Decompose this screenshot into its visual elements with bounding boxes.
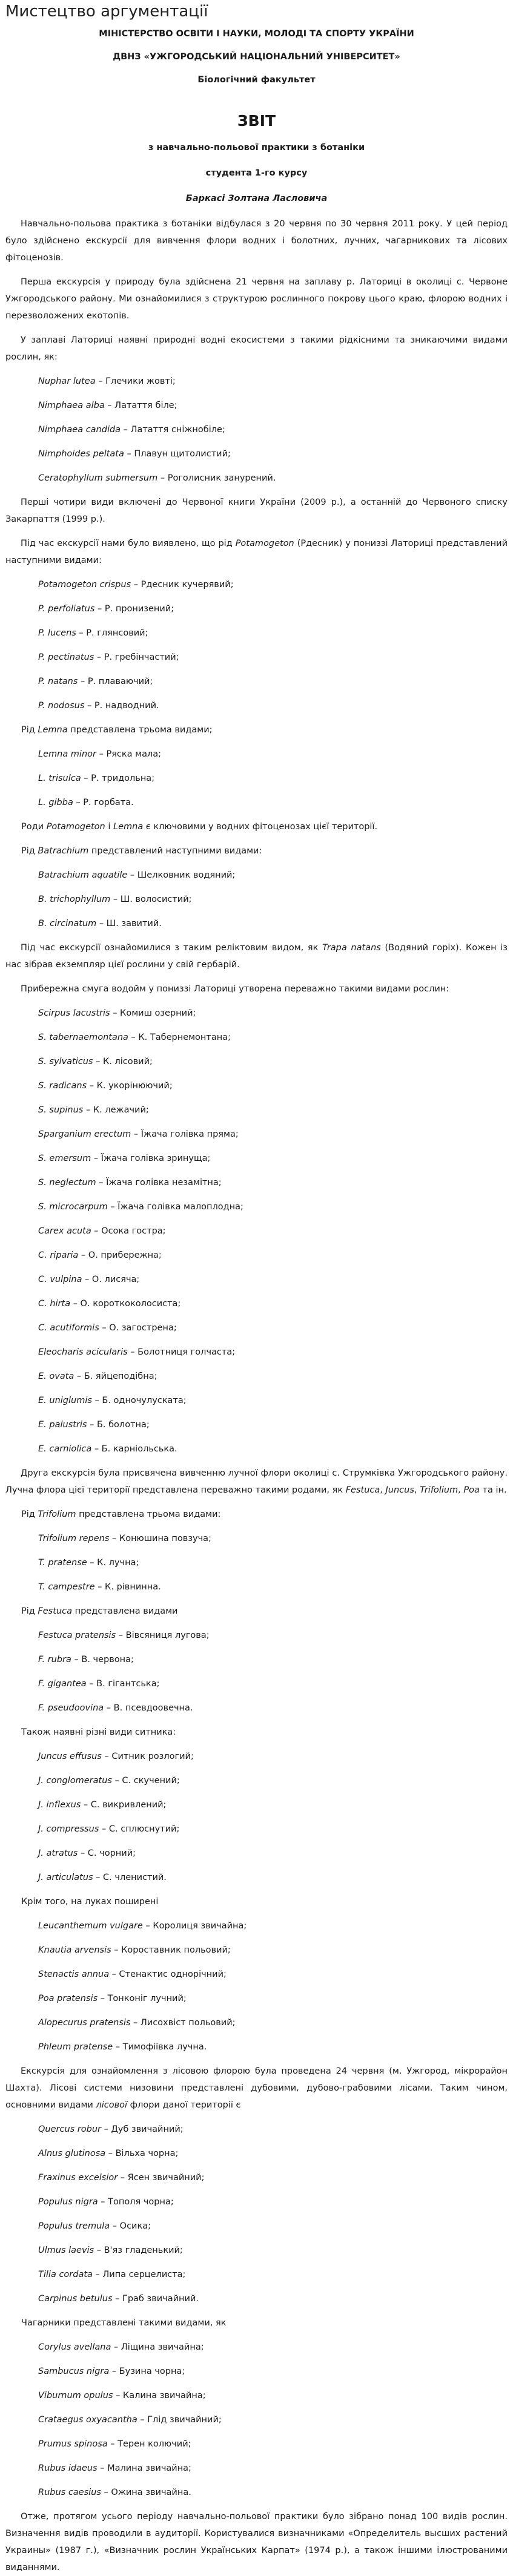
species-latin-name: Potamogeton crispus [38, 580, 131, 590]
species-item [5, 1917, 508, 1934]
species-latin-name: Prumus spinosa [38, 2439, 108, 2449]
genus-heading [5, 1603, 508, 1620]
genus-name: Trifolium [38, 1510, 76, 1519]
species-common-name: – Шелковник водяний; [127, 870, 236, 880]
species-latin-name: Poa pratensis [38, 1994, 98, 2003]
species-item [5, 2242, 508, 2259]
genus-name: Poa [463, 1485, 480, 1495]
species-item [5, 600, 508, 617]
species-item [5, 625, 508, 642]
species-item [5, 1150, 508, 1167]
species-common-name: – Комиш озерний; [110, 1008, 196, 1018]
species-list [5, 1627, 508, 1717]
species-item [5, 397, 508, 414]
species-common-name: – Їжача голівка пряма; [131, 1129, 239, 1139]
species-latin-name: Juncus effusus [38, 1752, 102, 1761]
species-list [5, 1005, 508, 1457]
text-segment: Рід [21, 846, 38, 856]
species-latin-name: Populus tremula [38, 2221, 110, 2231]
species-common-name: – Ясен звичайний; [117, 2173, 205, 2183]
species-latin-name: Sambucus nigra [38, 2367, 110, 2376]
paragraph-red-book: Перші чотири види включені до Червоної книги України (2009 р.), а останній до Червоного списку Закарпаття (1999 р.). [5, 498, 508, 524]
species-item [5, 1821, 508, 1838]
species-latin-name: Populus nigra [38, 2197, 98, 2207]
genus-name: Potamogeton [235, 539, 294, 548]
species-item [5, 794, 508, 811]
species-item [5, 2436, 508, 2453]
species-item [5, 2411, 508, 2428]
species-common-name: – Глечики жовті; [95, 376, 176, 386]
species-item [5, 1319, 508, 1336]
species-item [5, 1990, 508, 2007]
text-segment: флори даної території є [127, 2100, 241, 2110]
species-common-name: – С. членистий. [93, 1873, 167, 1882]
genus-heading [5, 818, 508, 835]
species-item [5, 1005, 508, 1022]
species-list [5, 2121, 508, 2307]
species-common-name: – Р. плаваючий; [78, 677, 153, 686]
species-common-name: – К. лучна; [87, 1558, 139, 1568]
text-segment: Рід [21, 1510, 38, 1519]
species-latin-name: Rubus caesius [38, 2488, 101, 2497]
species-common-name: – В'яз гладенький; [94, 2246, 183, 2255]
species-latin-name: C. vulpina [38, 1275, 82, 1284]
species-common-name: – Роголисник занурений. [157, 473, 276, 483]
genus-heading [5, 1506, 508, 1523]
species-latin-name: J. atratus [38, 1848, 78, 1858]
species-list [5, 746, 508, 811]
paragraph-shoreline: Прибережна смуга водойм у пониззі Латориці утворена переважно такими видами рослин: [21, 984, 449, 994]
species-item [5, 1579, 508, 1595]
species-latin-name: Knautia arvensis [38, 1945, 111, 1955]
species-common-name: – Плавун щитолистий; [124, 449, 231, 459]
species-item [5, 649, 508, 666]
species-common-name: – О. короткоколосиста; [70, 1299, 181, 1309]
species-item [5, 2121, 508, 2138]
species-common-name: – С. скучений; [111, 1776, 180, 1786]
paragraph-meadow [5, 1465, 508, 1499]
species-latin-name: E. carniolica [38, 1444, 92, 1454]
species-latin-name: Crataegus oxyacantha [38, 2415, 137, 2425]
text-segment: Під час екскурсії нами було виявлено, що рід [21, 539, 236, 548]
species-latin-name: J. inflexus [38, 1800, 81, 1810]
genus-name: Juncus [385, 1485, 414, 1495]
species-common-name: – Конюшина повзуча; [109, 1534, 211, 1543]
species-common-name: – О. загострена; [99, 1323, 177, 1333]
species-latin-name: Leucanthemum vulgare [38, 1921, 143, 1931]
paragraph-relict [5, 939, 508, 973]
genus-heading [5, 843, 508, 859]
species-item [5, 1223, 508, 1240]
species-common-name: – С. сплюснутий; [99, 1824, 180, 1834]
species-latin-name: Fraxinus excelsior [38, 2173, 118, 2183]
species-latin-name: P. nodosus [38, 701, 85, 711]
species-common-name: – Граб звичайний. [112, 2294, 199, 2304]
species-latin-name: B. trichophyllum [38, 895, 111, 904]
species-item [5, 1651, 508, 1668]
species-latin-name: Scirpus lacustris [38, 1008, 110, 1018]
species-common-name: – Ш. завитий. [96, 919, 162, 928]
species-item [5, 421, 508, 438]
species-common-name: – В. гігантська; [86, 1679, 160, 1689]
species-item [5, 2145, 508, 2162]
species-latin-name: E. palustris [38, 1420, 87, 1430]
species-latin-name: E. ovata [38, 1372, 74, 1381]
species-item [5, 2339, 508, 2356]
species-common-name: – К. рівнинна. [94, 1582, 161, 1592]
paragraph-potamogeton [5, 535, 508, 569]
species-latin-name: Corylus avellana [38, 2342, 111, 2352]
species-item [5, 1966, 508, 1983]
text-segment: (Рдесник) у пониззі Латориці представлений наступними видами: [5, 539, 508, 565]
ministry-header: МІНІСТЕРСТВО ОСВІТИ І НАУКИ, МОЛОДІ ТА СПОРТУ УКРАЇНИ [99, 29, 414, 39]
species-common-name: – Глід звичайний; [137, 2415, 222, 2425]
species-item [5, 867, 508, 884]
species-item [5, 1700, 508, 1717]
species-latin-name: Rubus idaeus [38, 2463, 98, 2473]
species-latin-name: Ulmus laevis [38, 2246, 94, 2255]
species-common-name: – Р. надводний. [84, 701, 159, 711]
species-list [5, 1917, 508, 2055]
species-latin-name: Viburnum opulus [38, 2391, 113, 2400]
species-latin-name: Ceratophyllum submersum [38, 473, 158, 483]
species-common-name: – В. червона; [71, 1655, 134, 1664]
species-item [5, 2387, 508, 2404]
species-common-name: – В. псевдоовечна. [104, 1703, 193, 1713]
species-latin-name: Batrachium aquatile [38, 870, 128, 880]
text-segment: та ін. [479, 1485, 507, 1495]
species-item [5, 697, 508, 714]
text-segment: , [414, 1485, 420, 1495]
text-segment: Роди [21, 822, 47, 832]
species-item [5, 1295, 508, 1312]
species-list [5, 576, 508, 714]
species-common-name: – Ожина звичайна. [101, 2488, 191, 2497]
species-item [5, 1247, 508, 1264]
species-latin-name: Alopecurus pratensis [38, 2018, 131, 2028]
species-list [5, 373, 508, 487]
species-latin-name: S. tabernaemontana [38, 1033, 128, 1042]
genus-name: Trifolium [420, 1485, 458, 1495]
text-segment: Друга екскурсія була присвячена вивченню лучної флори околиці с. Струмківка Ужгородського району. Лучна флора цієї території представлена переважно такими родами, як [5, 1468, 508, 1495]
species-item [5, 2266, 508, 2283]
species-item [5, 1368, 508, 1385]
text-segment: представлений наступними видами: [88, 846, 262, 856]
emphasis-word: лісової [96, 2100, 128, 2110]
species-common-name: – Ш. волосистий; [110, 895, 192, 904]
species-common-name: – Лисохвіст польовий; [130, 2018, 236, 2028]
species-common-name: – К. Табернемонтана; [128, 1033, 231, 1042]
species-item [5, 891, 508, 908]
text-segment: Рід [21, 1606, 38, 1616]
species-common-name: – Тополя чорна; [98, 2197, 174, 2207]
species-item [5, 1942, 508, 1959]
genus-name: Festuca [345, 1485, 380, 1495]
species-latin-name: Nimphoides peltata [38, 449, 124, 459]
species-item [5, 1869, 508, 1886]
species-item [5, 770, 508, 787]
species-latin-name: Tilia cordata [38, 2270, 93, 2279]
species-common-name: – Р. горбата. [73, 798, 134, 807]
species-list [5, 1748, 508, 1886]
genus-heading: Чагарники представлені такими видами, як [21, 2318, 227, 2328]
species-common-name: – С. чорний; [78, 1848, 136, 1858]
text-segment: представлена трьома видами; [67, 725, 213, 735]
species-common-name: – Їжача голівка малоплодна; [107, 1202, 243, 1212]
species-common-name: – К. лежачий; [83, 1105, 149, 1115]
species-common-name: – Латаття біле; [104, 401, 177, 410]
species-item [5, 2290, 508, 2307]
species-common-name: – Липа серцелиста; [92, 2270, 186, 2279]
species-item [5, 1796, 508, 1813]
species-item [5, 1772, 508, 1789]
species-common-name: – Ряска мала; [96, 749, 162, 759]
species-item [5, 1675, 508, 1692]
species-item [5, 1344, 508, 1361]
species-latin-name: S. supinus [38, 1105, 84, 1115]
species-item [5, 1627, 508, 1644]
species-item [5, 2014, 508, 2031]
species-common-name: – Терен колючий; [107, 2439, 191, 2449]
genus-heading: Також наявні різні види ситника: [21, 1727, 176, 1737]
genus-name: Festuca [38, 1606, 72, 1616]
species-latin-name: Eleocharis acicularis [38, 1347, 128, 1357]
species-latin-name: T. pratense [38, 1558, 87, 1568]
species-latin-name: Quercus robur [38, 2124, 101, 2134]
species-common-name: – Б. карніольська. [91, 1444, 177, 1454]
species-item [5, 1102, 508, 1119]
species-common-name: – Стенактис однорічний; [109, 1970, 227, 1979]
species-item [5, 1053, 508, 1070]
species-common-name: – Рдесник кучерявий; [131, 580, 234, 590]
genus-name: Potamogeton [46, 822, 105, 832]
species-item [5, 445, 508, 462]
text-segment: Під час екскурсії ознайомилися з таким реліктовим видом, як [21, 943, 323, 953]
species-latin-name: C. riparia [38, 1250, 79, 1260]
species-item [5, 2039, 508, 2055]
paragraph-conclusion: Отже, протягом усього періоду навчально-польової практики було зібрано понад 100 видів рослин. Визначення видів проводили в аудиторії. Користувалися визначниками «Определитель высших растений Украины» (1987 г.), «Визначник рослин Українських Карпат» (1974 р.), а також іншими ілюстрованими виданнями. [5, 2512, 508, 2572]
site-title: Мистецтво аргументації [5, 2, 208, 21]
text-segment: (Водяний горіх). Кожен із нас зібрав екземпляр цієї рослини у свій гербарій. [5, 943, 508, 970]
species-common-name: – Їжача голівка зринуща; [91, 1154, 211, 1163]
species-latin-name: Stenactis annua [38, 1970, 110, 1979]
species-latin-name: P. lucens [38, 628, 76, 638]
species-latin-name: L. gibba [38, 798, 73, 807]
paragraph-first-excursion: Перша екскурсія у природу була здійснена 21 червня на заплаву р. Латориці в околиці с. Червоне Ужгородського району. Ми ознайомилися з структурою рослинного покрову цього краю, флорою водних і перезволожених екотопів. [5, 277, 508, 321]
species-latin-name: L. trisulca [38, 774, 81, 783]
species-item [5, 1392, 508, 1409]
species-item [5, 1530, 508, 1547]
species-item [5, 1416, 508, 1433]
report-title: ЗВІТ [237, 112, 276, 130]
species-common-name: – Їжача голівка незамітна; [96, 1178, 222, 1188]
species-latin-name: S. radicans [38, 1081, 87, 1091]
species-latin-name: J. articulatus [38, 1873, 93, 1882]
species-common-name: – Р. пронизений; [94, 604, 174, 614]
species-latin-name: Nuphar lutea [38, 376, 96, 386]
report-author: Баркасі Золтана Ласловича [185, 194, 328, 203]
species-latin-name: J. conglomeratus [38, 1776, 112, 1786]
species-common-name: – Осока гостра; [91, 1226, 166, 1236]
species-list [5, 1530, 508, 1595]
species-item [5, 1845, 508, 1862]
species-item [5, 673, 508, 690]
species-latin-name: F. pseudoovina [38, 1703, 104, 1713]
species-latin-name: E. uniglumis [38, 1396, 92, 1405]
text-segment: Екскурсія для ознайомлення з лісовою флорою була проведена 24 червня (м. Ужгород, мікрорайон Шахта). Лісові системи низовини представлені дубовими, дубово-грабовими лісами. Таким чином, основними видами [5, 2066, 508, 2110]
species-item [5, 1748, 508, 1765]
species-common-name: – К. укорінюючий; [87, 1081, 173, 1091]
species-item [5, 1441, 508, 1457]
species-item [5, 2218, 508, 2235]
species-common-name: – Калина звичайна; [113, 2391, 206, 2400]
text-segment: є ключовими у водних фітоценозах цієї території. [143, 822, 378, 832]
paragraph-intro: Навчально-польова практика з ботаніки відбулася з 20 червня по 30 червня 2011 року. У цей період було здійснено екскурсії для вивчення флори водних і болотних, лучних, чагарникових та лісових фітоценозів. [5, 219, 508, 263]
species-latin-name: F. rubra [38, 1655, 71, 1664]
species-latin-name: F. gigantea [38, 1679, 87, 1689]
species-latin-name: P. natans [38, 677, 78, 686]
faculty-header: Біологічний факультет [197, 75, 316, 85]
species-common-name: – Б. яйцеподібна; [74, 1372, 157, 1381]
species-latin-name: S. sylvaticus [38, 1057, 93, 1066]
species-common-name: – Р. тридольна; [81, 774, 155, 783]
text-segment: Рід [21, 725, 38, 735]
species-common-name: – Тонконіг лучний; [98, 1994, 187, 2003]
species-item [5, 1554, 508, 1571]
species-latin-name: Nimphaea candida [38, 425, 121, 435]
species-latin-name: Alnus glutinosa [38, 2149, 106, 2158]
species-latin-name: Carex acuta [38, 1226, 91, 1236]
species-item [5, 373, 508, 390]
species-common-name: – К. лісовий; [93, 1057, 153, 1066]
species-item [5, 2169, 508, 2186]
species-item [5, 1029, 508, 1046]
species-latin-name: P. perfoliatus [38, 604, 95, 614]
species-item [5, 1077, 508, 1094]
species-common-name: – Р. гребінчастий; [94, 652, 179, 662]
species-latin-name: B. circinatum [38, 919, 97, 928]
species-latin-name: C. acutiformis [38, 1323, 99, 1333]
species-common-name: – Тимофіївка лучна. [113, 2042, 207, 2052]
text-segment: і [105, 822, 113, 832]
species-latin-name: Phleum pratense [38, 2042, 113, 2052]
species-item [5, 1126, 508, 1143]
species-item [5, 2460, 508, 2477]
species-latin-name: S. neglectum [38, 1178, 96, 1188]
report-subtitle: з навчально-польової практики з ботаніки [148, 143, 365, 153]
species-latin-name: Festuca pratensis [38, 1631, 116, 1640]
species-common-name: – Дуб звичайний; [101, 2124, 184, 2134]
species-common-name: – С. викривлений; [81, 1800, 167, 1810]
species-list [5, 867, 508, 932]
species-common-name: – Ситник розлогий; [101, 1752, 194, 1761]
species-latin-name: C. hirta [38, 1299, 71, 1309]
text-segment: , [380, 1485, 386, 1495]
text-segment: представлена видами [71, 1606, 178, 1616]
species-common-name: – Королиця звичайна; [142, 1921, 247, 1931]
species-item [5, 1174, 508, 1191]
species-common-name: – Р. глянсовий; [76, 628, 148, 638]
species-common-name: – Болотниця голчаста; [127, 1347, 236, 1357]
species-latin-name: Nimphaea alba [38, 401, 105, 410]
species-item [5, 576, 508, 593]
species-latin-name: S. microcarpum [38, 1202, 108, 1212]
paragraph-rare-species: У заплаві Латориці наявні природні водні екосистеми з такими рідкісними та зникаючими видами рослин, як: [5, 335, 508, 362]
species-item [5, 2193, 508, 2210]
text-segment: , [458, 1485, 464, 1495]
genus-heading: Крім того, на луках поширені [21, 1897, 159, 1907]
species-latin-name: P. pectinatus [38, 652, 94, 662]
species-item [5, 2363, 508, 2380]
species-common-name: – О. прибережна; [78, 1250, 162, 1260]
species-item [5, 1271, 508, 1288]
species-latin-name: Trapa natans [322, 943, 381, 953]
species-item [5, 746, 508, 763]
species-latin-name: Sparganium erectum [38, 1129, 131, 1139]
species-item [5, 1198, 508, 1215]
genus-name: Batrachium [38, 846, 89, 856]
species-latin-name: Trifolium repens [38, 1534, 110, 1543]
species-common-name: – Осика; [110, 2221, 151, 2231]
species-common-name: – Малина звичайна; [97, 2463, 191, 2473]
species-latin-name: T. campestre [38, 1582, 95, 1592]
species-item [5, 2484, 508, 2501]
paragraph-forest [5, 2063, 508, 2114]
report-student: студента 1-го курсу [205, 168, 308, 178]
species-common-name: – Латаття сніжнобіле; [121, 425, 225, 435]
species-latin-name: J. compressus [38, 1824, 99, 1834]
species-common-name: – Бузина чорна; [109, 2367, 185, 2376]
species-common-name: – Вільха чорна; [105, 2149, 179, 2158]
species-latin-name: Lemna minor [38, 749, 96, 759]
genus-name: Lemna [38, 725, 68, 735]
species-common-name: – Б. одночулуската; [91, 1396, 187, 1405]
species-latin-name: S. emersum [38, 1154, 91, 1163]
species-common-name: – Б. болотна; [87, 1420, 150, 1430]
text-segment: представлена трьома видами: [76, 1510, 221, 1519]
species-common-name: – О. лисяча; [82, 1275, 140, 1284]
university-header: ДВНЗ «УЖГОРОДСЬКИЙ НАЦІОНАЛЬНИЙ УНІВЕРСИТЕТ» [113, 52, 400, 62]
species-latin-name: Carpinus betulus [38, 2294, 113, 2304]
species-common-name: – Короставник польовий; [111, 1945, 231, 1955]
species-common-name: – Вівсяниця лугова; [116, 1631, 210, 1640]
genus-heading [5, 721, 508, 738]
species-item [5, 470, 508, 487]
species-common-name: – Ліщина звичайна; [111, 2342, 204, 2352]
species-item [5, 915, 508, 932]
genus-name: Lemna [113, 822, 144, 832]
species-list [5, 2339, 508, 2501]
